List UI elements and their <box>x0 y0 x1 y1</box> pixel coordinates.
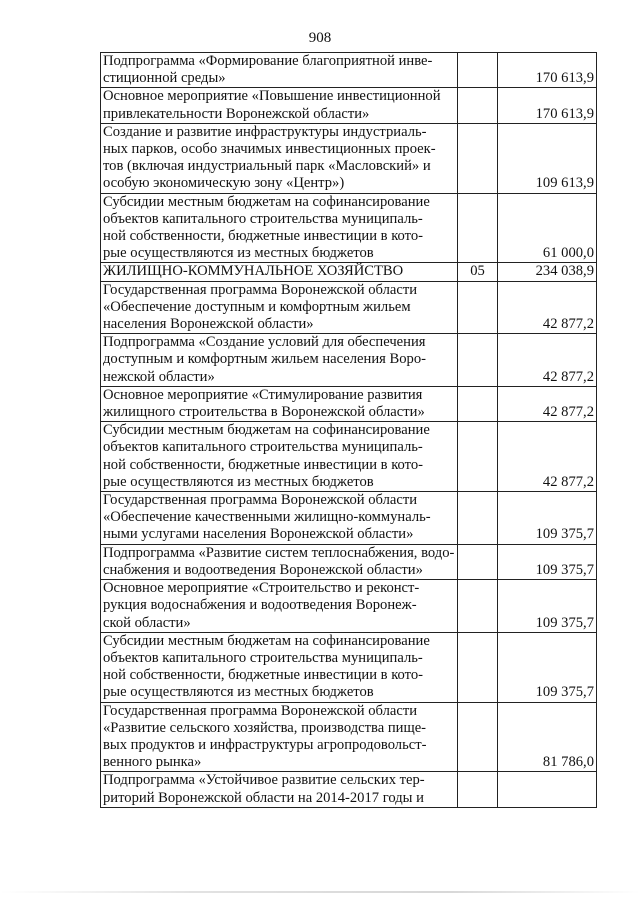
row-section-code <box>458 334 498 387</box>
description-line: Субсидии местным бюджетам на софинансирование <box>103 632 430 649</box>
row-section-code: 05 <box>458 263 498 281</box>
description-line: Государственная программа Воронежской области <box>103 492 418 509</box>
description-line: ской области» <box>103 614 191 631</box>
description-line: снабжения и водоотведения Воронежской области» <box>103 561 423 578</box>
description-line: доступным и комфортным жильем населения Воро- <box>103 351 426 368</box>
description-line: венного рынка» <box>103 754 202 771</box>
row-description <box>101 702 458 772</box>
table-row <box>101 632 597 702</box>
scan-edge-artifact <box>0 891 640 893</box>
table-row <box>101 492 597 545</box>
description-line: Подпрограмма «Формирование благоприятной инве- <box>103 53 433 69</box>
row-section-code <box>458 702 498 772</box>
row-description <box>101 386 458 421</box>
page-number: 908 <box>308 30 332 46</box>
row-section-code <box>458 632 498 702</box>
description-line: населения Воронежской области» <box>103 316 314 333</box>
description-line: привлекательности Воронежской области» <box>103 105 370 122</box>
row-amount: 109 375,7 <box>498 580 597 633</box>
table-row <box>101 334 597 387</box>
table-row <box>101 281 597 334</box>
description-line: Подпрограмма «Создание условий для обеспечения <box>103 334 426 351</box>
row-description <box>101 544 458 579</box>
description-line: Основное мероприятие «Строительство и реконст- <box>103 580 420 597</box>
row-amount: 109 613,9 <box>498 123 597 193</box>
table-row <box>101 544 597 579</box>
row-section-code <box>458 544 498 579</box>
row-description <box>101 53 458 88</box>
row-amount: 170 613,9 <box>498 53 597 88</box>
description-line: Государственная программа Воронежской области <box>103 702 418 719</box>
table-row <box>101 386 597 421</box>
description-line: «Развитие сельского хозяйства, производства пище- <box>103 719 427 736</box>
row-amount: 109 375,7 <box>498 544 597 579</box>
table-row <box>101 702 597 772</box>
description-line: Государственная программа Воронежской области <box>103 281 418 298</box>
row-description <box>101 632 458 702</box>
description-line: ной собственности, бюджетные инвестиции в кото- <box>103 456 423 473</box>
row-description <box>101 334 458 387</box>
row-section-code <box>458 123 498 193</box>
description-line: Основное мероприятие «Повышение инвестиционной <box>103 88 441 105</box>
description-line: Подпрограмма «Устойчивое развитие сельских тер- <box>103 772 425 789</box>
row-amount: 234 038,9 <box>498 263 597 281</box>
row-amount: 109 375,7 <box>498 492 597 545</box>
description-line: рые осуществляются из местных бюджетов <box>103 245 374 262</box>
description-line: рые осуществляются из местных бюджетов <box>103 473 374 490</box>
row-amount: 42 877,2 <box>498 281 597 334</box>
description-line: тов (включая индустриальный парк «Масловский» и <box>103 158 431 175</box>
row-amount: 109 375,7 <box>498 632 597 702</box>
table-row <box>101 263 597 281</box>
row-description <box>101 580 458 633</box>
row-amount: 42 877,2 <box>498 334 597 387</box>
description-line: Субсидии местным бюджетам на софинансирование <box>103 193 430 210</box>
row-description <box>101 281 458 334</box>
description-line: ной собственности, бюджетные инвестиции в кото- <box>103 228 423 245</box>
description-line: объектов капитального строительства муниципаль- <box>103 649 423 666</box>
row-amount: 42 877,2 <box>498 386 597 421</box>
row-description <box>101 123 458 193</box>
row-section-code <box>458 88 498 123</box>
row-description <box>101 492 458 545</box>
description-line: жилищного строительства в Воронежской области» <box>103 404 425 421</box>
description-line: вых продуктов и инфраструктуры агропродовольст- <box>103 736 427 753</box>
description-line: особую экономическую зону «Центр») <box>103 175 345 192</box>
row-section-code <box>458 492 498 545</box>
budget-table-body <box>101 53 597 808</box>
row-description <box>101 263 458 281</box>
row-section-code <box>458 386 498 421</box>
description-line: рукция водоснабжения и водоотведения Воронеж- <box>103 597 417 614</box>
row-description <box>101 772 458 807</box>
table-row <box>101 422 597 492</box>
table-row <box>101 193 597 263</box>
table-row <box>101 53 597 88</box>
row-amount: 81 786,0 <box>498 702 597 772</box>
row-amount: 170 613,9 <box>498 88 597 123</box>
description-line: «Обеспечение доступным и комфортным жильем <box>103 298 411 315</box>
description-line: ЖИЛИЩНО-КОММУНАЛЬНОЕ ХОЗЯЙСТВО <box>103 263 404 280</box>
row-amount: 61 000,0 <box>498 193 597 263</box>
row-section-code <box>458 53 498 88</box>
description-line: ной собственности, бюджетные инвестиции в кото- <box>103 667 423 684</box>
description-line: нежской области» <box>103 368 215 385</box>
row-amount: 42 877,2 <box>498 422 597 492</box>
description-line: ными услугами населения Воронежской области» <box>103 526 414 543</box>
table-row <box>101 123 597 193</box>
description-line: риторий Воронежской области на 2014-2017 годы и <box>103 789 424 806</box>
row-description <box>101 422 458 492</box>
row-description <box>101 193 458 263</box>
table-row <box>101 88 597 123</box>
budget-table <box>100 52 597 808</box>
row-section-code <box>458 281 498 334</box>
description-line: рые осуществляются из местных бюджетов <box>103 684 374 701</box>
description-line: «Обеспечение качественными жилищно-коммуналь- <box>103 509 431 526</box>
row-section-code <box>458 772 498 807</box>
table-row <box>101 580 597 633</box>
description-line: Создание и развитие инфраструктуры индустриаль- <box>103 123 427 140</box>
description-line: Основное мероприятие «Стимулирование развития <box>103 386 423 403</box>
description-line: объектов капитального строительства муниципаль- <box>103 210 423 227</box>
description-line: Субсидии местным бюджетам на софинансирование <box>103 422 430 439</box>
row-amount <box>498 772 597 807</box>
description-line: стиционной среды» <box>103 70 226 87</box>
description-line: объектов капитального строительства муниципаль- <box>103 439 423 456</box>
row-description <box>101 88 458 123</box>
row-section-code <box>458 193 498 263</box>
description-line: ных парков, особо значимых инвестиционных проек- <box>103 141 436 158</box>
table-row <box>101 772 597 807</box>
description-line: Подпрограмма «Развитие систем теплоснабжения, водо- <box>103 544 455 561</box>
row-section-code <box>458 422 498 492</box>
row-section-code <box>458 580 498 633</box>
